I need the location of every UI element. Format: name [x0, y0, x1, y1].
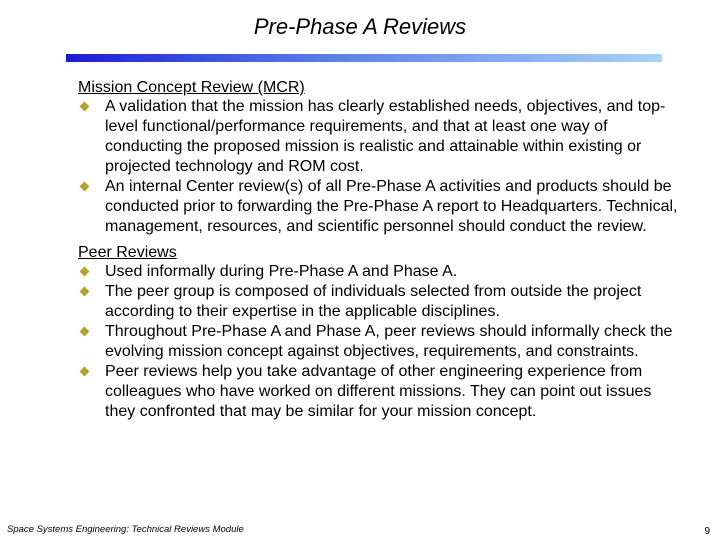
peer-reviews-section: [78, 243, 683, 422]
peer-reviews-bullet-list: [78, 262, 683, 422]
footer-module-name: Space Systems Engineering: Technical Reviews Module: [7, 524, 244, 535]
diamond-bullet-icon: [80, 102, 90, 112]
bullet-text: Peer reviews help you take advantage of other engineering experience from colleagues who have worked on different missions. They can point out issues they confronted that may be similar for your mission concept.: [105, 363, 652, 420]
bullet-item: [78, 177, 683, 237]
page-number: 9: [704, 526, 710, 537]
diamond-bullet-icon: [80, 367, 90, 377]
bullet-text: An internal Center review(s) of all Pre-Phase A activities and products should be conducted prior to forwarding the Pre-Phase A report to Headquarters. Technical, management, resources, and scientific personnel should conduct the review.: [105, 178, 678, 235]
diamond-bullet-icon: [80, 267, 90, 277]
slide-title: Pre-Phase A Reviews: [253, 14, 467, 39]
peer-reviews-heading: Peer Reviews: [78, 244, 177, 261]
diamond-bullet-icon: [80, 327, 90, 337]
diamond-bullet-icon: [80, 182, 90, 192]
bullet-item: [78, 362, 683, 422]
bullet-item: [78, 322, 683, 362]
bullet-text: A validation that the mission has clearly established needs, objectives, and top-level functional/performance requirements, and that at least one way of conducting the proposed mission is realistic and attainable within existing or projected technology and ROM cost.: [105, 98, 666, 175]
mcr-section: [78, 78, 683, 237]
bullet-item: [78, 282, 683, 322]
slide-content: [78, 78, 683, 422]
bullet-text: Used informally during Pre-Phase A and Phase A.: [105, 263, 458, 280]
bullet-text: Throughout Pre-Phase A and Phase A, peer reviews should informally check the evolving mission concept against objectives, requirements, and constraints.: [105, 323, 673, 360]
mcr-bullet-list: [78, 97, 683, 237]
bullet-text: The peer group is composed of individuals selected from outside the project according to their expertise in the applicable disciplines.: [105, 283, 642, 320]
title-divider: [66, 54, 662, 62]
bullet-item: [78, 97, 683, 177]
diamond-bullet-icon: [80, 287, 90, 297]
mcr-heading: Mission Concept Review (MCR): [78, 79, 305, 96]
bullet-item: [78, 262, 683, 282]
